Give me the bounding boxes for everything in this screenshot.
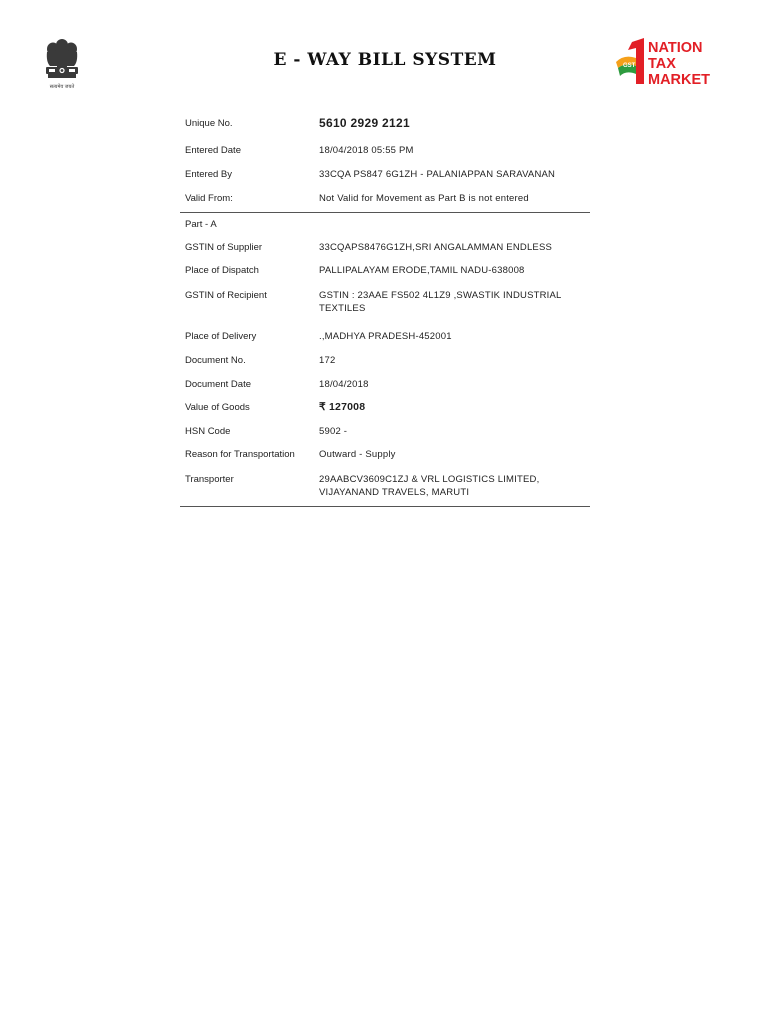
- reason-transport-value: Outward - Supply: [319, 449, 396, 460]
- gstin-recipient-value: GSTIN : 23AAE FS502 4L1Z9 ,SWASTIK INDUSTRIAL: [319, 290, 562, 301]
- gstin-recipient-value-block: [319, 289, 590, 315]
- value-of-goods-value: ₹ 127008: [319, 401, 366, 413]
- hsn-code-row: [180, 419, 590, 443]
- document-date-row: [180, 372, 590, 396]
- document-date-value: 18/04/2018: [319, 378, 369, 390]
- valid-from-value: Not Valid for Movement as Part B is not entered: [319, 192, 529, 204]
- unique-no-row: [180, 110, 590, 136]
- place-of-delivery-value: .,MADHYA PRADESH-452001: [319, 331, 452, 342]
- transporter-value-block: [319, 473, 590, 499]
- logo-line-market: MARKET: [648, 72, 711, 88]
- gst-badge-text: GST: [623, 63, 636, 69]
- entered-date-value: 18/04/2018 05:55 PM: [319, 144, 414, 156]
- valid-from-row: [180, 186, 590, 210]
- gstin-recipient-value-line2: TEXTILES: [319, 303, 366, 314]
- transporter-row: [180, 466, 590, 506]
- place-of-dispatch-row: [180, 259, 590, 282]
- transporter-value: 29AABCV3609C1ZJ & VRL LOGISTICS LIMITED,: [319, 474, 540, 485]
- reason-transport-row: [180, 443, 590, 466]
- transporter-value-line2: VIJAYANAND TRAVELS, MARUTI: [319, 487, 470, 498]
- gstin-supplier-label: GSTIN of Supplier: [185, 241, 263, 253]
- unique-no-label: Unique No.: [185, 117, 233, 129]
- entered-by-row: [180, 162, 590, 186]
- document-no-row: [180, 348, 590, 372]
- emblem-motto: सत्यमेव जयते: [49, 84, 75, 90]
- nation-tax-market-logo-icon: [614, 36, 736, 88]
- page-header: [0, 0, 768, 100]
- entered-date-label: Entered Date: [185, 144, 241, 156]
- part-a-heading: Part - A: [185, 218, 217, 230]
- gstin-supplier-row: [180, 235, 590, 259]
- eway-bill-details: [180, 110, 590, 507]
- part-a-heading-row: [180, 213, 590, 235]
- entered-by-value: 33CQA PS847 6G1ZH - PALANIAPPAN SARAVANAN: [319, 168, 556, 180]
- value-of-goods-label: Value of Goods: [185, 402, 250, 413]
- place-of-delivery-row: [180, 325, 590, 348]
- logo-line-nation: NATION: [648, 40, 703, 56]
- entered-by-label: Entered By: [185, 168, 232, 180]
- document-no-label: Document No.: [185, 354, 246, 366]
- place-of-dispatch-value: PALLIPALAYAM ERODE,TAMIL NADU-638008: [319, 265, 525, 276]
- document-no-value: 172: [319, 354, 336, 366]
- place-of-dispatch-label: Place of Dispatch: [185, 265, 259, 276]
- gstin-recipient-label: GSTIN of Recipient: [185, 290, 267, 301]
- logo-line-tax: TAX: [648, 56, 676, 72]
- reason-transport-label: Reason for Transportation: [185, 449, 295, 460]
- gstin-supplier-value: 33CQAPS8476G1ZH,SRI ANGALAMMAN ENDLESS: [319, 241, 553, 253]
- transporter-label: Transporter: [185, 474, 234, 485]
- valid-from-label: Valid From:: [185, 192, 233, 204]
- emblem-of-india-icon: [38, 36, 86, 92]
- divider-bottom: [180, 506, 590, 507]
- gstin-recipient-row: [180, 282, 590, 325]
- page-title: E - WAY BILL SYSTEM: [273, 50, 497, 70]
- document-date-label: Document Date: [185, 378, 252, 390]
- entered-date-row: [180, 138, 590, 162]
- hsn-code-value: 5902 -: [319, 425, 348, 437]
- unique-no-value: 5610 2929 2121: [319, 115, 410, 130]
- value-of-goods-row: [180, 396, 590, 419]
- place-of-delivery-label: Place of Delivery: [185, 331, 257, 342]
- hsn-code-label: HSN Code: [185, 425, 231, 437]
